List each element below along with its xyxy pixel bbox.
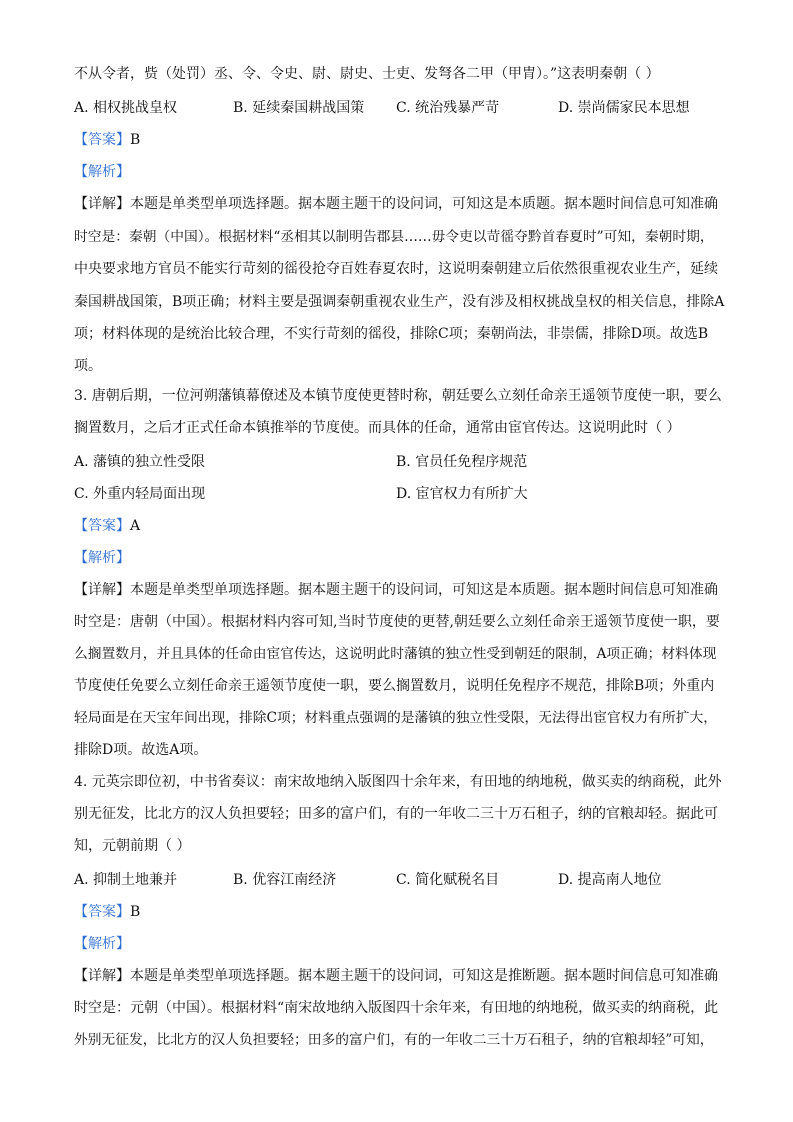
q3-detail-line: 排除D项。故选A项。: [74, 742, 208, 758]
q2-detail-line: 项；材料体现的是统治比较合理，不实行苛刻的徭役，排除C项；秦朝尚法，非崇儒，排除D项。故选B: [74, 326, 709, 342]
q3-detail-line: 时空是：唐朝（中国）。根据材料内容可知,当时节度使的更替,朝廷要么立刻任命亲王遥领节度使一职，要: [74, 614, 720, 630]
q2-option-a: A. 相权挑战皇权: [74, 100, 178, 116]
answer-tag: 【答案】: [74, 518, 130, 534]
q2-stem-tail: 不从令者，赀（处罚）丞、令、令史、尉、尉史、士吏、发弩各二甲（甲胄）。”这表明秦朝（ ）: [74, 66, 660, 82]
q3-detail-line: 【详解】本题是单类型单项选择题。据本题主题干的设问词，可知这是本质题。据本题时间信息可知准确: [74, 582, 718, 598]
q2-option-c: C. 统治残暴严苛: [396, 100, 500, 116]
q3-stem-line: 搁置数月，之后才正式任命本镇推举的节度使。而具体的任命，通常由宦官传达。这说明此时（ ）: [74, 420, 681, 436]
q2-answer: B: [130, 132, 141, 148]
q3-detail-line: 节度使任免要么立刻任命亲王遥领节度使一职，要么搁置数月，说明任免程序不规范，排除B项；外重内: [74, 678, 715, 694]
q3-option-b: B. 官员任免程序规范: [396, 454, 528, 470]
q4-detail-line: 外别无征发，比北方的汉人负担要轻；田多的富户们，有的一年收二三十万石租子，纳的官粮却轻”可知，: [74, 1032, 714, 1048]
q3-option-c: C. 外重内轻局面出现: [74, 486, 206, 502]
q3-analysis-tag: 【解析】: [74, 550, 130, 566]
q2-detail-line: 中央要求地方官员不能实行苛刻的徭役抢夺百姓春夏农时，这说明秦朝建立后依然很重视农业生产，延续: [74, 261, 718, 277]
q3-answer: A: [130, 518, 141, 534]
q4-detail-line: 时空是：元朝（中国）。根据材料“南宋故地纳入版图四十余年来，有田地的纳地税，做买卖的纳商税，此: [74, 1000, 719, 1016]
q2-answer-row: [74, 130, 724, 150]
q3-option-a: A. 藩镇的独立性受限: [74, 454, 206, 470]
q4-option-b: B. 优容江南经济: [233, 872, 337, 888]
q4-option-c: C. 简化赋税名目: [396, 872, 500, 888]
q4-detail-line: 【详解】本题是单类型单项选择题。据本题主题干的设问词，可知这是推断题。据本题时间信息可知准确: [74, 968, 718, 984]
q4-stem-line: 知，元朝前期（ ）: [74, 838, 191, 854]
q3-option-d: D. 宦官权力有所扩大: [396, 486, 528, 502]
q2-detail-line: 秦国耕战国策，B项正确；材料主要是强调秦朝重视农业生产，没有涉及相权挑战皇权的相关信息，排除A: [74, 294, 725, 310]
q2-detail-line: 【详解】本题是单类型单项选择题。据本题主题干的设问词，可知这是本质题。据本题时间信息可知准确: [74, 196, 718, 212]
q3-detail-line: 么搁置数月，并且具体的任命由宦官传达，这说明此时藩镇的独立性受到朝廷的限制，A项正确；材料体现: [74, 646, 717, 662]
q2-analysis-tag: 【解析】: [74, 164, 130, 180]
q4-stem-line: 别无征发，比北方的汉人负担要轻；田多的富户们，有的一年收二三十万石租子，纳的官粮却轻。据此可: [74, 806, 718, 822]
answer-tag: 【答案】: [74, 132, 130, 148]
q4-analysis-tag: 【解析】: [74, 936, 130, 952]
q2-option-d: D. 崇尚儒家民本思想: [558, 100, 690, 116]
q3-detail-line: 轻局面是在天宝年间出现，排除C项；材料重点强调的是藩镇的独立性受限，无法得出宦官权力有所扩大，: [74, 710, 718, 726]
q2-detail-line: 时空是：秦朝（中国）。根据材料“丞相其以制明告郡县……毋令吏以苛徭夺黔首春夏时”可知，秦朝时期，: [74, 229, 714, 245]
answer-tag: 【答案】: [74, 904, 130, 920]
q4-option-d: D. 提高南人地位: [558, 872, 662, 888]
q3-stem-line: 3. 唐朝后期，一位河朔藩镇幕僚述及本镇节度使更替时称，朝廷要么立刻任命亲王遥领节度使一职，要么: [74, 388, 722, 404]
q4-answer: B: [130, 904, 141, 920]
q2-option-b: B. 延续秦国耕战国策: [233, 100, 365, 116]
q4-stem-line: 4. 元英宗即位初，中书省奏议：南宋故地纳入版图四十余年来，有田地的纳地税，做买卖的纳商税，此外: [74, 774, 722, 790]
q4-option-a: A. 抑制土地兼并: [74, 872, 178, 888]
q3-answer-row: [74, 516, 724, 536]
q4-answer-row: [74, 902, 724, 922]
q2-detail-line: 项。: [74, 358, 102, 374]
